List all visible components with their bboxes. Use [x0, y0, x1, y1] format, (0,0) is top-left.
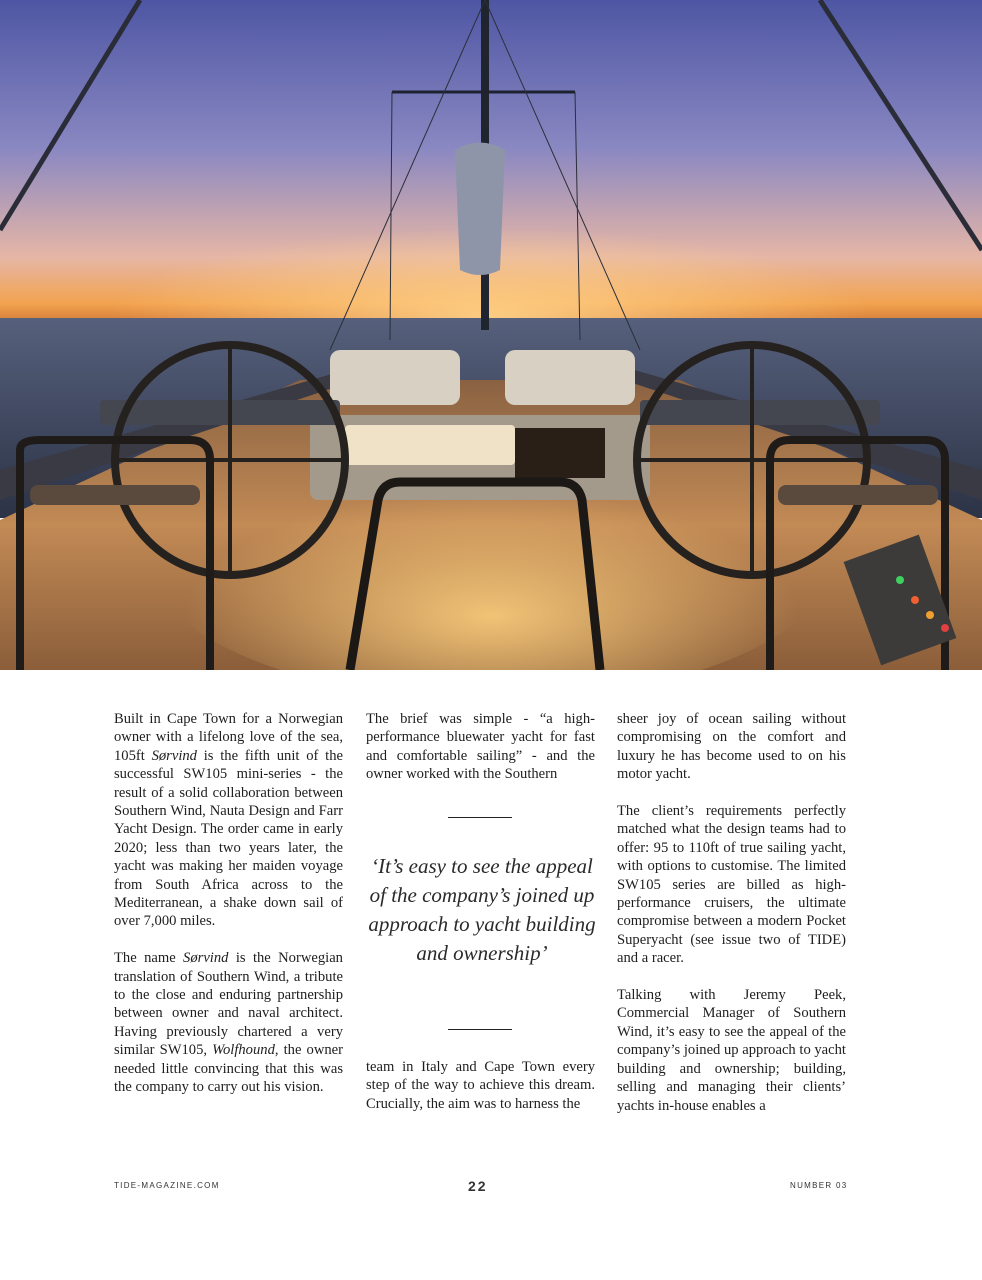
page-number: 22 — [468, 1178, 488, 1194]
pull-quote: ‘It’s easy to see the appeal of the company’s joined up approach to yacht building and ownership’ — [368, 854, 596, 965]
article-column-1 — [114, 710, 343, 1115]
paragraph: sheer joy of ocean sailing without compromising on the comfort and luxury he has become used to on his motor yacht. — [617, 711, 846, 783]
article-column-3 — [617, 710, 846, 1133]
footer-issue: NUMBER 03 — [790, 1181, 848, 1190]
pullquote-rule-top — [448, 817, 512, 818]
paragraph: The client’s requirements perfectly matched what the design teams had to offer: 95 to 110ft of true sailing yacht, with options to customise. The limited SW105 series are billed as high-performance cruisers, the ultimate compromise between a modern Pocket Superyacht (see issue two of TIDE) and a racer. — [617, 803, 846, 967]
paragraph: team in Italy and Cape Town every step of the way to achieve this dream. Crucially, the aim was to harness the — [366, 1059, 595, 1112]
paragraph: The name Sørvind is the Norwegian translation of Southern Wind, a tribute to the close and enduring partnership between owner and naval architect. Having previously chartered a very similar SW105, Wolfhound, the owner needed little convincing that this was the company to carry out his vision. — [114, 950, 344, 1096]
pullquote-rule-bottom — [448, 1029, 512, 1030]
paragraph: Talking with Jeremy Peek, Commercial Manager of Southern Wind, it’s easy to see the appeal of the company’s joined up approach to yacht building and ownership; building, selling and managing their clients’ yachts in-house enables a — [617, 987, 846, 1114]
paragraph: Built in Cape Town for a Norwegian owner with a lifelong love of the sea, 105ft Sørvind is the fifth unit of the successful SW105 mini-series - the result of a solid collaboration between Southern Wind, Nauta Design and Farr Yacht Design. The order came in early 2020; less than two years later, the yacht was making her maiden voyage from South Africa across to the Mediterranean, a shake down sail of over 7,000 miles. — [114, 711, 343, 930]
footer-website: TIDE-MAGAZINE.COM — [114, 1181, 220, 1190]
paragraph: The brief was simple - “a high-performance bluewater yacht for fast and comfortable sailing” - and the owner worked with the Southern — [366, 711, 595, 783]
